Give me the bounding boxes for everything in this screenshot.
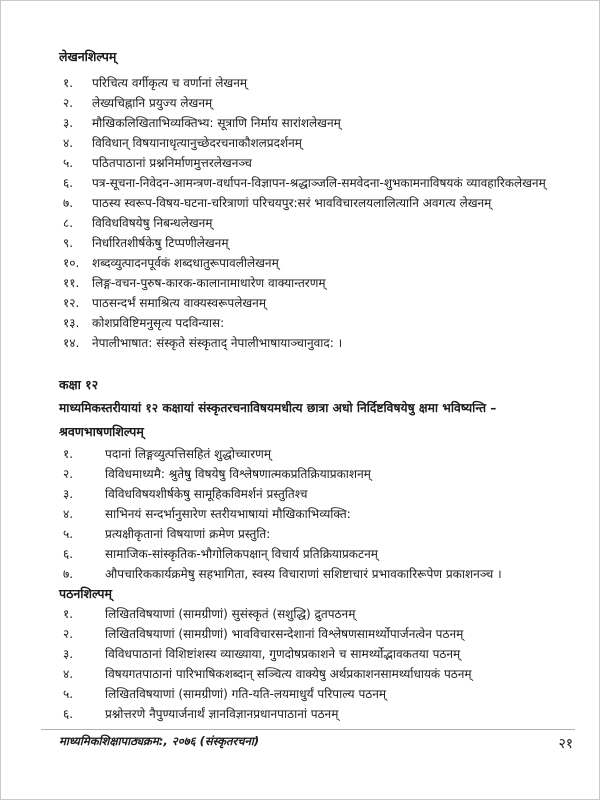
- list-item: [59, 333, 575, 353]
- list-item-number: १३.: [63, 316, 80, 330]
- list-item: [59, 484, 575, 504]
- list-item-text: लेख्यचिह्नानि प्रयुज्य लेखनम्: [92, 96, 213, 110]
- list-item-number: ६.: [63, 547, 74, 561]
- list-item: [59, 253, 575, 273]
- list-item-number: २.: [63, 467, 74, 481]
- list-item-text: शब्दव्युत्पादनपूर्वकं शब्दधातुरूपावलीलेखनम्: [92, 256, 279, 270]
- list-item-number: ४.: [63, 507, 74, 521]
- list-item-text: साभिनयं सन्दर्भानुसारेण स्तरीयभाषायां मौखिकाभिव्यक्ति:: [105, 507, 351, 521]
- list-item: [59, 93, 575, 113]
- reading-skill-list: [59, 604, 575, 724]
- page-footer: [41, 729, 575, 753]
- list-item-text: विविधमाध्यमै: श्रुतेषु विषयेषु विश्लेषणात्मकप्रतिक्रियाप्रकाशनम्: [105, 467, 371, 481]
- list-item-text: पदानां लिङ्गव्युत्पत्तिसहितं शुद्धोच्चारणम्: [105, 447, 271, 461]
- list-item-text: पाठस्य स्वरूप-विषय-घटना-चरित्राणां परिचयपुर:सरं भावविचारलयलालित्यानि अवगत्य लेखनम्: [92, 196, 492, 210]
- writing-skill-list: [59, 73, 575, 353]
- list-item: [59, 444, 575, 464]
- list-item-number: ७.: [63, 567, 74, 581]
- list-item: [59, 73, 575, 93]
- section-heading-reading-skill: पठनशिल्पम्: [59, 586, 112, 601]
- list-item-text: विविधान् विषयानाधृत्यानुच्छेदरचनाकौशलप्रदर्शनम्: [92, 136, 302, 150]
- page-number: २१: [558, 736, 573, 752]
- list-item-text: विविधविषयशीर्षकेषु सामूहिकविमर्शनं प्रस्तुतिश्च: [105, 487, 308, 501]
- list-item: [59, 113, 575, 133]
- list-item-number: ६.: [63, 707, 74, 721]
- list-item: [59, 604, 575, 624]
- list-item-text: लिखितविषयाणां (सामग्रीणां) सुसंस्कृतं (सशुद्धि) द्रुतपठनम्: [105, 607, 356, 621]
- list-item-text: मौखिकलिखिताभिव्यक्तिभ्य: सूत्राणि निर्माय सारांशलेखनम्: [92, 116, 341, 130]
- list-item-number: ३.: [63, 487, 74, 501]
- list-item: [59, 273, 575, 293]
- list-item-text: पठितपाठानां प्रश्ननिर्माणमुत्तरलेखनञ्च: [92, 156, 252, 170]
- footer-content: [41, 730, 575, 753]
- list-item: [59, 313, 575, 333]
- list-item-text: लिखितविषयाणां (सामग्रीणां) भावविचारसन्देशानां विश्लेषणसामर्थ्योपार्जनत्वेन पठनम्: [105, 627, 464, 641]
- list-item-number: ५.: [63, 156, 74, 170]
- list-item: [59, 684, 575, 704]
- list-item-number: ५.: [63, 527, 74, 541]
- list-item: [59, 524, 575, 544]
- section-heading-class-12: कक्षा १२: [59, 377, 99, 392]
- list-item: [59, 564, 575, 584]
- list-item: [59, 664, 575, 684]
- class-12-intro-text: माध्यमिकस्तरीयायां १२ कक्षायां संस्कृतरचनाविषयमधीत्य छात्रा अधो निर्दिष्टविषयेषु क्षमा भविष्यन्ति –: [59, 401, 497, 415]
- list-item: [59, 153, 575, 173]
- list-item: [59, 293, 575, 313]
- list-item-number: १.: [63, 607, 74, 621]
- list-item-text: विविधपाठानां विशिष्टांशस्य व्याख्याया, गुणदोषप्रकाशने च सामर्थ्योद्भावकतया पठनम्: [105, 647, 461, 661]
- list-item-text: प्रश्नोत्तरणे नैपुण्यार्जनार्थं ज्ञानविज्ञानप्रधानपाठानां पठनम्: [105, 707, 339, 721]
- list-item-text: कोशप्रविष्टिमनुसृत्य पदविन्यास:: [92, 316, 225, 330]
- list-item-number: ६.: [63, 176, 74, 190]
- list-item-number: ४.: [63, 136, 74, 150]
- list-item: [59, 213, 575, 233]
- list-item: [59, 644, 575, 664]
- list-item-text: सामाजिक-सांस्कृतिक-भौगोलिकपक्षान् विचार्य प्रतिक्रियाप्रकटनम्: [105, 547, 378, 561]
- list-item-text: पाठसन्दर्भं समाश्रित्य वाक्यस्वरूपलेखनम्: [92, 296, 267, 310]
- list-item-number: १०.: [63, 256, 80, 270]
- list-item-number: ४.: [63, 667, 74, 681]
- list-item-number: ८.: [63, 216, 74, 230]
- list-item-number: ९.: [63, 236, 74, 250]
- list-item: [59, 544, 575, 564]
- list-item-text: निर्धारितशीर्षकेषु टिप्पणीलेखनम्: [92, 236, 229, 250]
- list-item: [59, 624, 575, 644]
- list-item: [59, 464, 575, 484]
- list-item-number: ३.: [63, 647, 74, 661]
- list-item-text: लिङ्ग-वचन-पुरुष-कारक-कालानामाधारेण वाक्यान्तरणम्: [92, 276, 326, 290]
- list-item-text: पत्र-सूचना-निवेदन-आमन्त्रण-वर्धापन-विज्ञापन-श्रद्धाञ्जलि-समवेदना-शुभकामनाविषयकं व्यावहारिकलेखनम्: [92, 176, 546, 190]
- list-item-number: १२.: [63, 296, 80, 310]
- list-item-number: २.: [63, 96, 74, 110]
- list-item-text: विषयगतपाठानां पारिभाषिकशब्दान् सञ्चित्य वाक्येषु अर्थप्रकाशनसामर्थ्याधायकं पठनम्: [105, 667, 472, 681]
- list-item-number: १४.: [63, 336, 80, 350]
- list-item: [59, 173, 575, 193]
- list-item-number: १.: [63, 76, 74, 90]
- list-item-text: प्रत्यक्षीकृतानां विषयाणां क्रमेण प्रस्तुति:: [105, 527, 271, 541]
- listening-speaking-skill-list: [59, 444, 575, 584]
- list-item-number: ५.: [63, 687, 74, 701]
- list-item-number: ३.: [63, 116, 74, 130]
- list-item: [59, 504, 575, 524]
- list-item-text: परिचित्य वर्गीकृत्य च वर्णानां लेखनम्: [92, 76, 248, 90]
- list-item: [59, 704, 575, 724]
- list-item-text: नेपालीभाषात: संस्कृते संस्कृताद् नेपालीभाषायाञ्चानुवाद: ।: [92, 336, 343, 350]
- list-item-number: १.: [63, 447, 74, 461]
- list-item-number: ११.: [63, 276, 80, 290]
- list-item: [59, 193, 575, 213]
- list-item-text: विविधविषयेषु निबन्धलेखनम्: [92, 216, 213, 230]
- list-item-number: ७.: [63, 196, 74, 210]
- section-heading-listening-speaking-skill: श्रवणभाषणशिल्पम्: [59, 424, 144, 439]
- list-item-number: २.: [63, 627, 74, 641]
- list-item: [59, 133, 575, 153]
- footer-source-title: माध्यमिकशिक्षापाठ्यक्रम:, २०७६ (संस्कृतरचना): [59, 734, 260, 748]
- list-item: [59, 233, 575, 253]
- section-heading-writing-skill: लेखनशिल्पम्: [59, 49, 117, 64]
- list-item-text: लिखितविषयाणां (सामग्रीणां) गति-यति-लयमाधुर्यं परिपाल्य पठनम्: [105, 687, 387, 701]
- list-item-text: औपचारिककार्यक्रमेषु सहभागिता, स्वस्य विचाराणां सशिष्टाचारं प्रभावकारिरूपेण प्रकाशनञ्च ।: [105, 567, 502, 581]
